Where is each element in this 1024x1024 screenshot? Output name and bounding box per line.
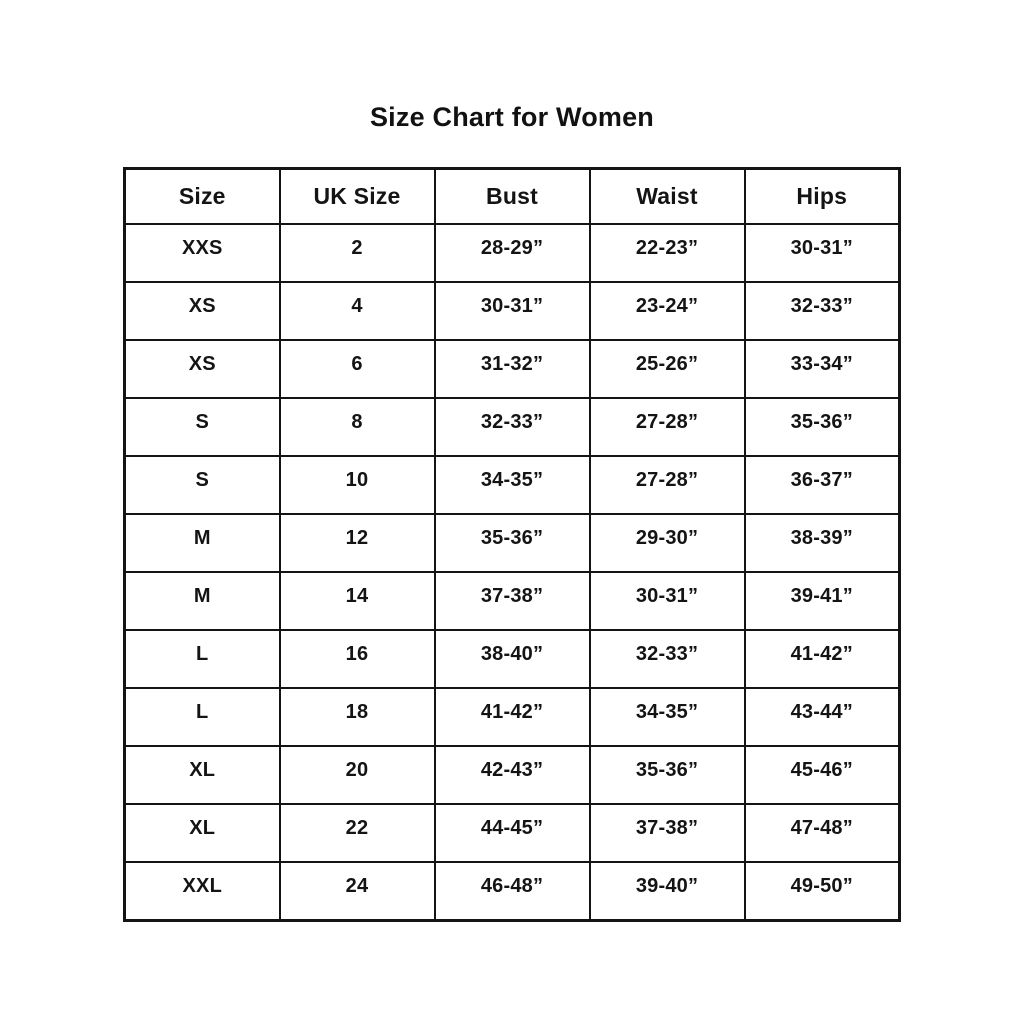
table-cell-bust: 32-33” (435, 398, 590, 456)
table-cell-size: L (125, 688, 280, 746)
table-row (125, 224, 900, 282)
table-row (125, 746, 900, 804)
page-title: Size Chart for Women (369, 102, 655, 132)
size-chart-table (123, 167, 901, 922)
table-row (125, 282, 900, 340)
table-cell-waist: 27-28” (590, 456, 745, 514)
table-cell-hips: 32-33” (745, 282, 900, 340)
table-cell-hips: 39-41” (745, 572, 900, 630)
table-row (125, 456, 900, 514)
table-cell-size: XXL (125, 862, 280, 921)
table-row (125, 398, 900, 456)
table-row (125, 804, 900, 862)
table-cell-bust: 41-42” (435, 688, 590, 746)
table-cell-waist: 35-36” (590, 746, 745, 804)
table-cell-size: L (125, 630, 280, 688)
table-cell-waist: 25-26” (590, 340, 745, 398)
table-row (125, 688, 900, 746)
table-cell-bust: 28-29” (435, 224, 590, 282)
table-cell-uk: 12 (280, 514, 435, 572)
table-cell-uk: 20 (280, 746, 435, 804)
header-cell-hips: Hips (745, 169, 900, 225)
table-row (125, 340, 900, 398)
table-cell-waist: 23-24” (590, 282, 745, 340)
table-cell-hips: 41-42” (745, 630, 900, 688)
table-cell-hips: 47-48” (745, 804, 900, 862)
table-cell-bust: 35-36” (435, 514, 590, 572)
table-cell-uk: 8 (280, 398, 435, 456)
table-cell-hips: 49-50” (745, 862, 900, 921)
table-cell-hips: 38-39” (745, 514, 900, 572)
table-cell-waist: 22-23” (590, 224, 745, 282)
header-cell-bust: Bust (435, 169, 590, 225)
table-cell-bust: 46-48” (435, 862, 590, 921)
table-cell-bust: 37-38” (435, 572, 590, 630)
table-row (125, 572, 900, 630)
table-row (125, 630, 900, 688)
table-cell-size: XXS (125, 224, 280, 282)
table-cell-hips: 43-44” (745, 688, 900, 746)
table-cell-uk: 2 (280, 224, 435, 282)
table-cell-bust: 30-31” (435, 282, 590, 340)
table-row (125, 514, 900, 572)
table-cell-waist: 30-31” (590, 572, 745, 630)
table-cell-uk: 14 (280, 572, 435, 630)
table-cell-uk: 10 (280, 456, 435, 514)
table-cell-uk: 16 (280, 630, 435, 688)
table-header-row (125, 169, 900, 225)
table-cell-waist: 32-33” (590, 630, 745, 688)
table-cell-hips: 45-46” (745, 746, 900, 804)
table-cell-uk: 6 (280, 340, 435, 398)
table-cell-size: XL (125, 804, 280, 862)
table-cell-size: M (125, 572, 280, 630)
table-cell-size: XS (125, 282, 280, 340)
table-cell-hips: 35-36” (745, 398, 900, 456)
table-cell-uk: 24 (280, 862, 435, 921)
table-row (125, 862, 900, 921)
table-cell-hips: 30-31” (745, 224, 900, 282)
table-cell-size: S (125, 456, 280, 514)
header-cell-waist: Waist (590, 169, 745, 225)
table-cell-bust: 38-40” (435, 630, 590, 688)
header-cell-size: Size (125, 169, 280, 225)
table-cell-waist: 27-28” (590, 398, 745, 456)
table-cell-hips: 36-37” (745, 456, 900, 514)
table-cell-waist: 37-38” (590, 804, 745, 862)
table-cell-uk: 22 (280, 804, 435, 862)
table-cell-bust: 34-35” (435, 456, 590, 514)
table-cell-bust: 31-32” (435, 340, 590, 398)
table-cell-size: M (125, 514, 280, 572)
table-cell-bust: 44-45” (435, 804, 590, 862)
table-cell-size: XL (125, 746, 280, 804)
table-cell-size: XS (125, 340, 280, 398)
table-cell-size: S (125, 398, 280, 456)
header-cell-uk-size: UK Size (280, 169, 435, 225)
table-cell-bust: 42-43” (435, 746, 590, 804)
table-cell-hips: 33-34” (745, 340, 900, 398)
table-cell-waist: 29-30” (590, 514, 745, 572)
table-cell-uk: 4 (280, 282, 435, 340)
table-cell-waist: 39-40” (590, 862, 745, 921)
table-cell-uk: 18 (280, 688, 435, 746)
table-cell-waist: 34-35” (590, 688, 745, 746)
